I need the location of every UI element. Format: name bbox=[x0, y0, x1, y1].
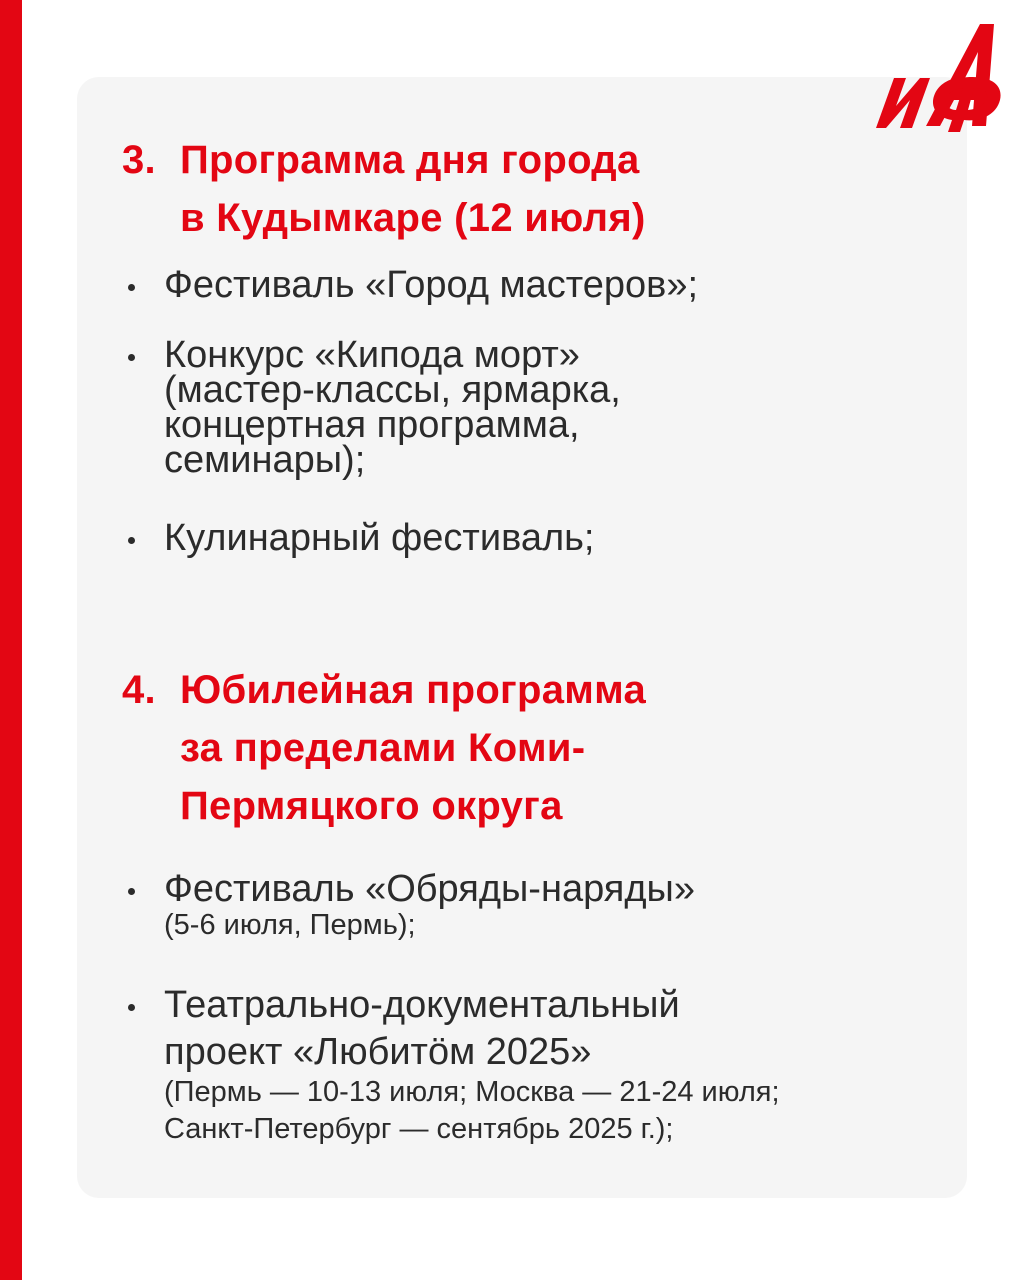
bullet-icon bbox=[128, 284, 135, 291]
list-item: Театрально-документальный проект «Любитӧм 2025» (Пермь — 10-13 июля; Москва — 21-24 июля; Санкт-Петербург — сентябрь 2025 г.); bbox=[122, 988, 984, 1148]
section3-number: 3. bbox=[122, 138, 156, 182]
list-item: Кулинарный фестиваль; bbox=[122, 521, 924, 556]
bullet-icon bbox=[128, 888, 135, 895]
section3-title-line1: Программа дня города bbox=[180, 138, 640, 182]
section4-title-line2: за пределами Коми- bbox=[180, 726, 586, 770]
red-side-stripe bbox=[0, 0, 22, 1280]
section4-heading bbox=[122, 661, 646, 835]
bullet-icon bbox=[128, 1004, 135, 1011]
section3-heading bbox=[122, 131, 646, 247]
list-item: Фестиваль «Город мастеров»; bbox=[122, 268, 924, 303]
list-item: Фестиваль «Обряды-наряды» (5-6 июля, Пермь); bbox=[122, 872, 984, 944]
section4-number: 4. bbox=[122, 668, 156, 712]
section4-title-line3: Пермяцкого округа bbox=[180, 784, 563, 828]
list-item: Конкурс «Кипода морт» (мастер-классы, ярмарка, концертная программа, семинары); bbox=[122, 338, 924, 478]
section4-title-line1: Юбилейная программа bbox=[180, 668, 647, 712]
aif-logo bbox=[868, 18, 1004, 136]
bullet-icon bbox=[128, 354, 135, 361]
bullet-icon bbox=[128, 537, 135, 544]
section3-title-line2: в Кудымкаре (12 июля) bbox=[180, 196, 646, 240]
